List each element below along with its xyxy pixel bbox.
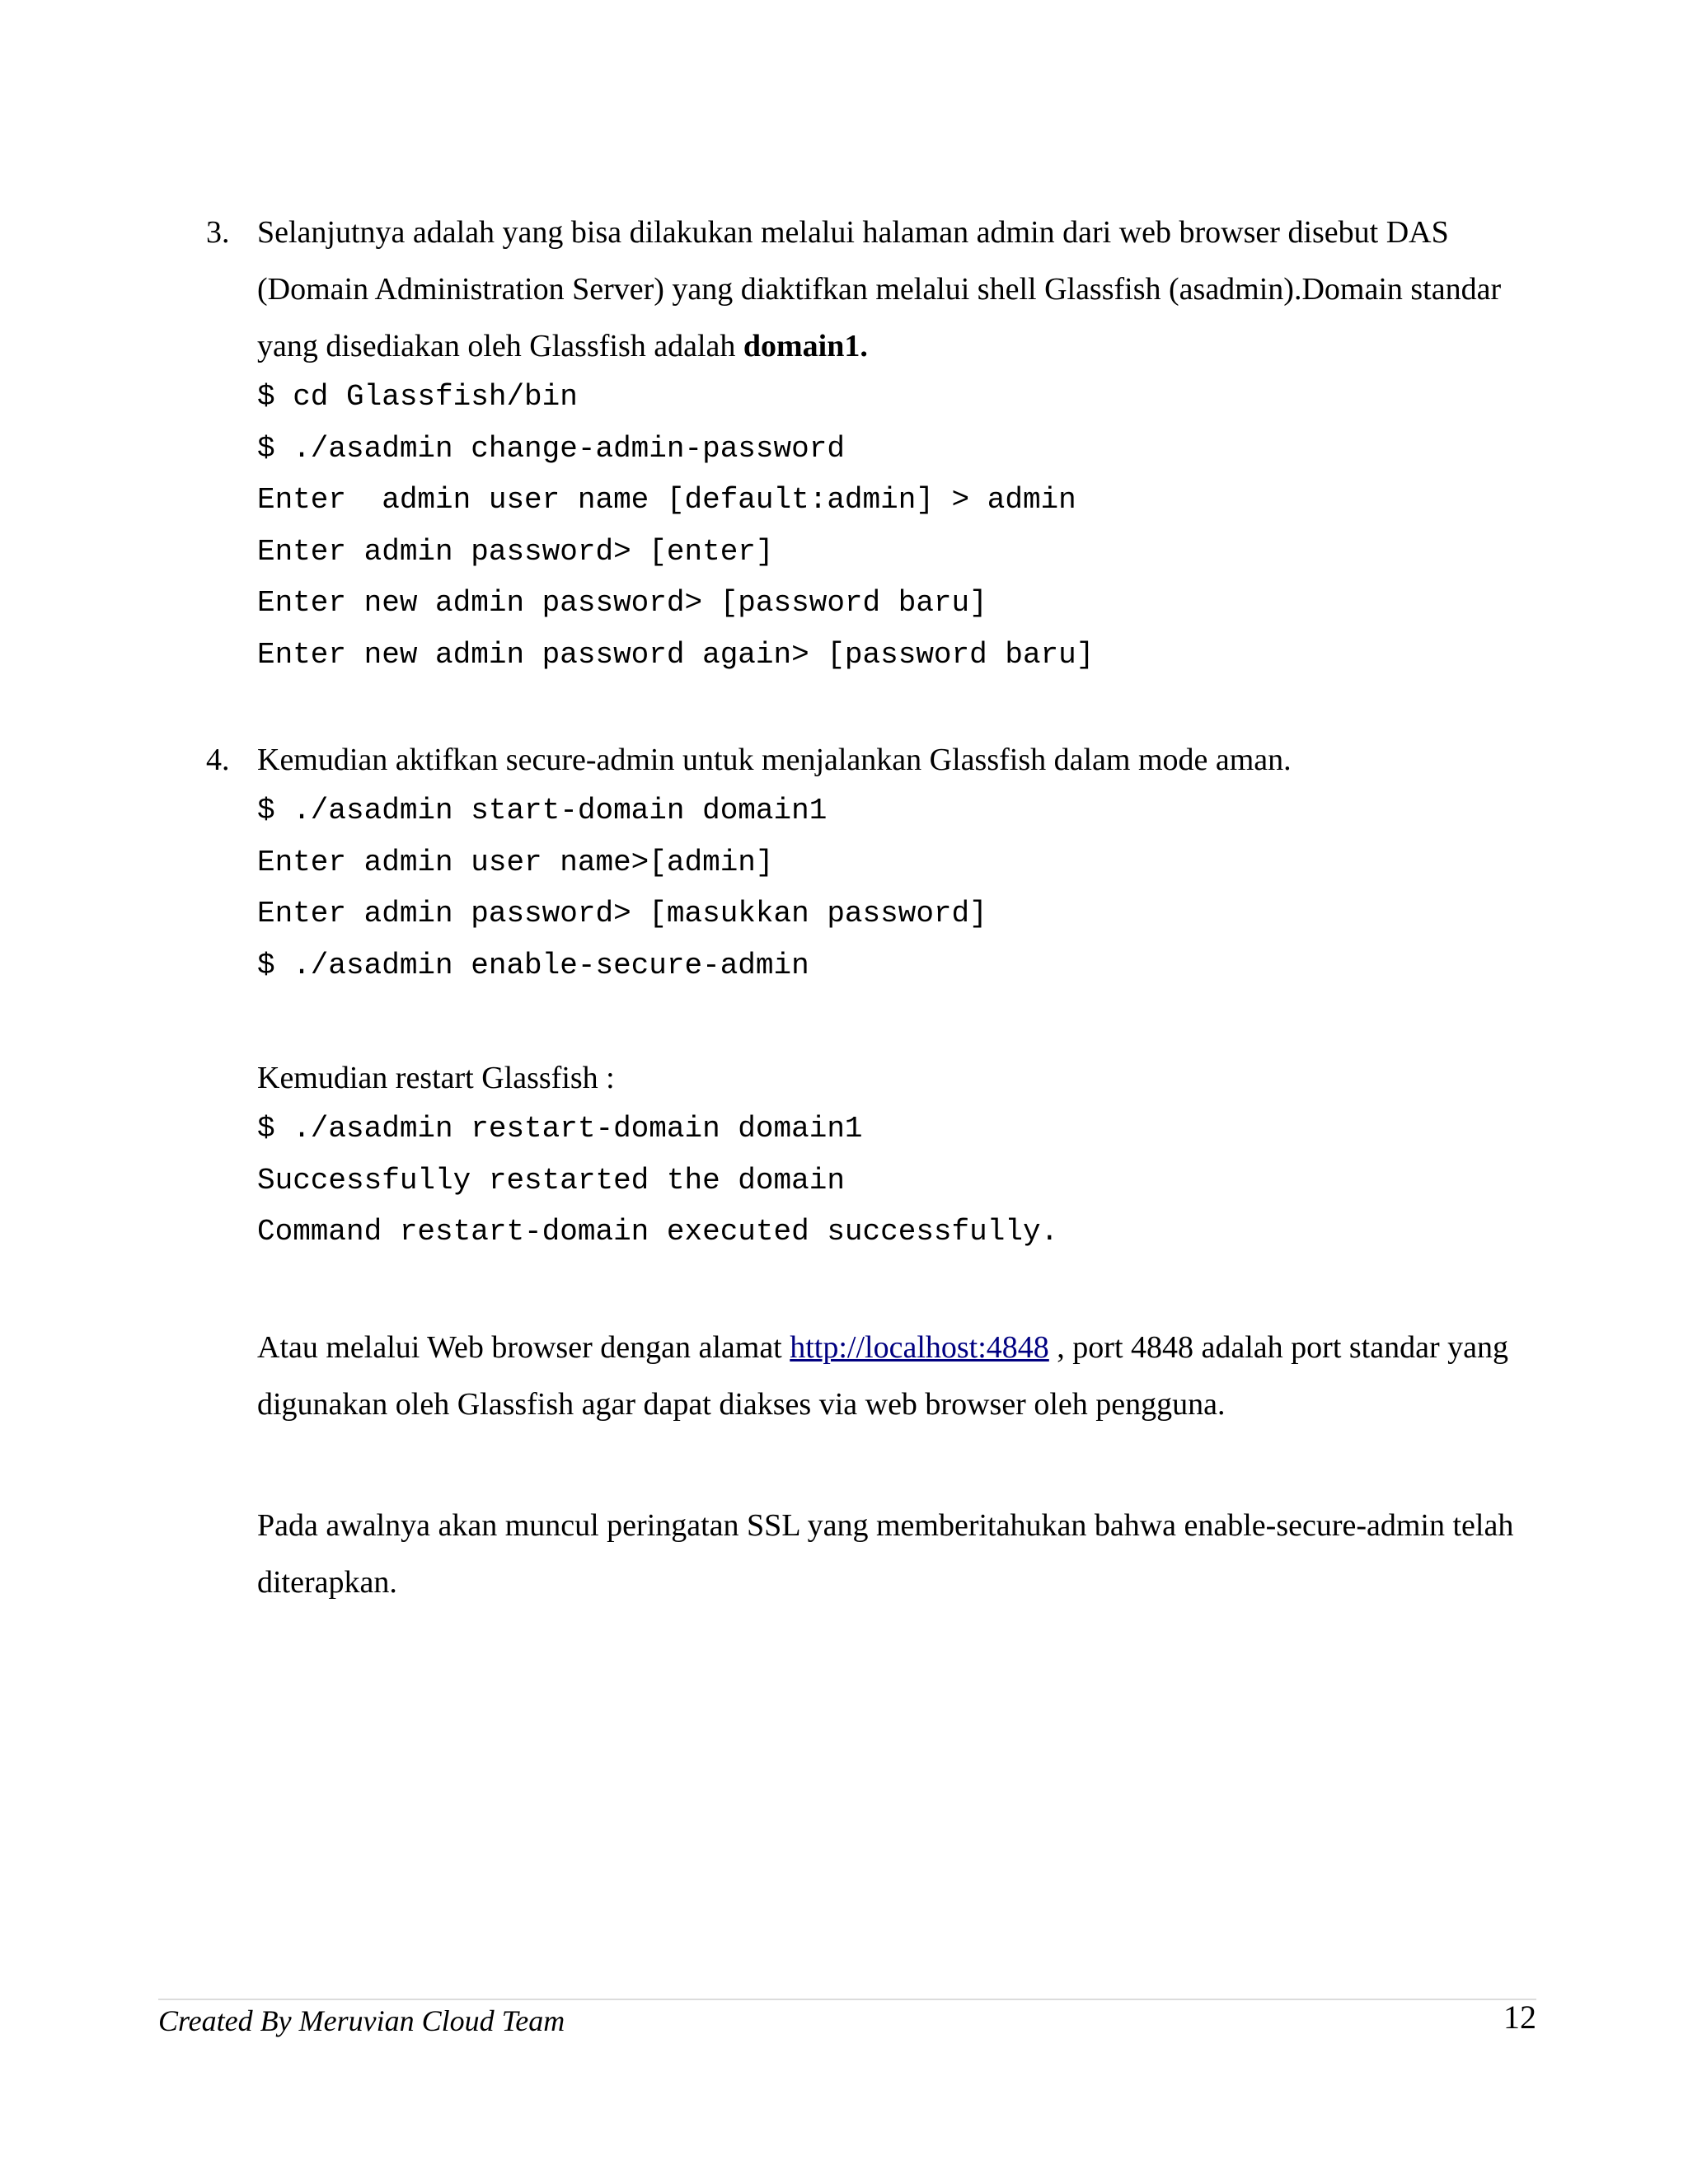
restart-section xyxy=(257,1050,1526,1258)
code-line: $ cd Glassfish/bin xyxy=(257,380,578,414)
code-line: Enter admin user name [default:admin] > admin xyxy=(257,483,1076,517)
ssl-section xyxy=(257,1497,1526,1611)
code-line: Enter new admin password> [password baru] xyxy=(257,586,987,620)
browser-section xyxy=(257,1319,1526,1433)
code-line: Enter new admin password again> [password baru] xyxy=(257,637,1095,672)
item-3-paragraph xyxy=(257,204,1526,375)
restart-label: Kemudian restart Glassfish : xyxy=(257,1061,615,1095)
code-line: Enter admin user name>[admin] xyxy=(257,845,774,879)
localhost-link[interactable]: http://localhost:4848 xyxy=(790,1330,1049,1365)
browser-text-before: Atau melalui Web browser dengan alamat xyxy=(257,1330,790,1365)
ssl-paragraph: Pada awalnya akan muncul peringatan SSL yang memberitahukan bahwa enable-secure-admin telah diterapkan. xyxy=(257,1508,1514,1600)
list-number: 3. xyxy=(206,215,230,250)
browser-text-after: , port 4848 adalah port standar yang digunakan oleh Glassfish agar dapat diakses via web browser oleh pengguna. xyxy=(257,1330,1508,1422)
code-block-change-password xyxy=(257,372,1526,681)
code-block-restart xyxy=(257,1104,1526,1258)
page-number: 12 xyxy=(1503,1999,1536,2036)
domain-name-bold: domain1. xyxy=(743,329,868,363)
code-line: $ ./asadmin start-domain domain1 xyxy=(257,794,828,827)
footer-credit: Created By Meruvian Cloud Team xyxy=(158,2004,565,2037)
code-line: Successfully restarted the domain xyxy=(257,1163,845,1197)
code-line: $ ./asadmin enable-secure-admin xyxy=(257,948,809,982)
code-line: Enter admin password> [enter] xyxy=(257,534,774,569)
code-line: Command restart-domain executed successfully. xyxy=(257,1215,1059,1249)
code-line: $ ./asadmin restart-domain domain1 xyxy=(257,1112,863,1146)
code-line: Enter admin password> [masukkan password] xyxy=(257,897,987,930)
item-3-text: Selanjutnya adalah yang bisa dilakukan melalui halaman admin dari web browser disebut DAS (Domain Administration Server) yang diaktifkan melalui shell Glassfish (asadmin).Domain standar yang disediakan oleh Glassfish adalah xyxy=(257,215,1502,363)
code-line: $ ./asadmin change-admin-password xyxy=(257,431,845,466)
item-4-paragraph: Kemudian aktifkan secure-admin untuk menjalankan Glassfish dalam mode aman. xyxy=(257,743,1292,777)
list-number: 4. xyxy=(206,743,230,777)
browser-paragraph xyxy=(257,1319,1526,1433)
code-block-secure-admin xyxy=(257,785,1526,991)
